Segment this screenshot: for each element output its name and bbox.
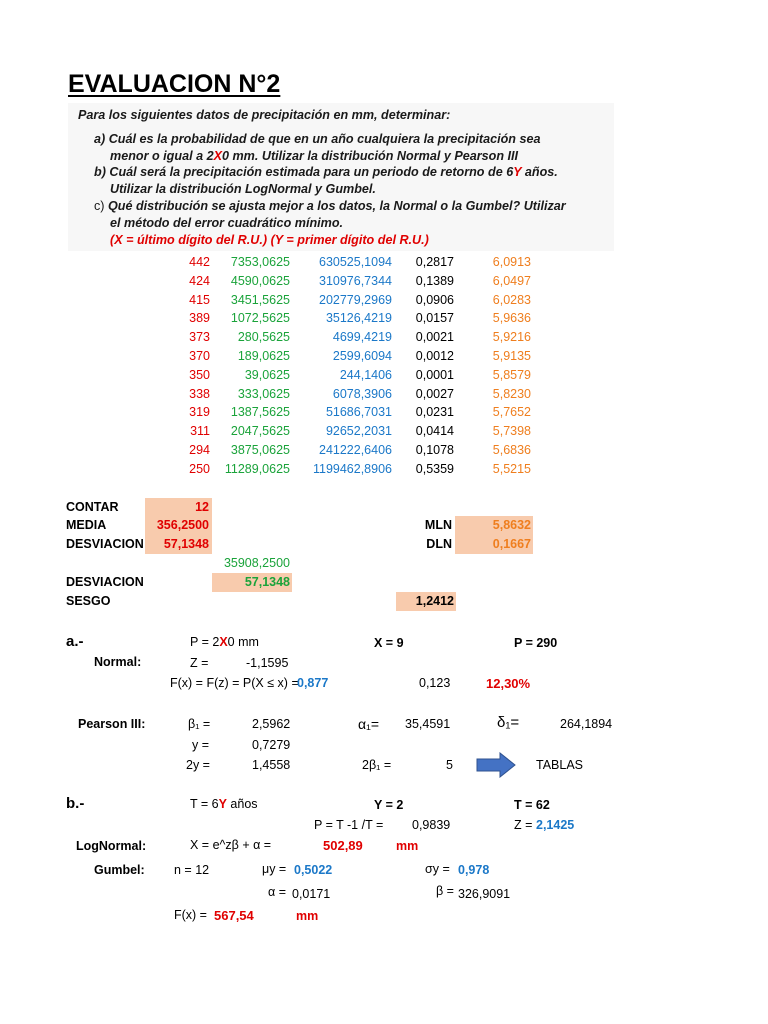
fx-label: F(x) = F(z) = P(X ≤ x) = (170, 676, 299, 690)
precip-cell: 424 (189, 273, 210, 288)
pearson-label: Pearson III: (78, 717, 146, 731)
task-b-line2: Utilizar la distribución LogNormal y Gumbel. (110, 182, 376, 196)
media-value: 356,2500 (156, 518, 209, 532)
precip-cell: 373 (189, 330, 210, 345)
lognormal-label: LogNormal: (76, 839, 147, 853)
mu-y-value: 0,5022 (294, 863, 333, 877)
precip-cell: 389 (189, 311, 210, 326)
beta-gumbel-value: 326,9091 (458, 887, 511, 901)
deviation-cubed-cell: 202779,2969 (319, 292, 392, 307)
two-beta1-value: 5 (446, 758, 453, 772)
desviacion-label: DESVIACION (66, 537, 144, 551)
y-equals: Y = 2 (374, 798, 404, 812)
deviation-squared-cell: 7353,0625 (230, 255, 290, 269)
task-intro: Para los siguientes datos de precipitación en mm, determinar: (78, 108, 451, 122)
deviation-cubed-cell: 51686,7031 (325, 405, 392, 420)
alpha-gumbel-value: 0,0171 (292, 887, 331, 901)
deviation-squared-cell: 3451,5625 (230, 292, 290, 307)
ln-cell: 6,0913 (492, 255, 531, 269)
z-b-value: 2,1425 (536, 818, 575, 832)
ln-cell: 5,6836 (492, 443, 531, 457)
contar-label: CONTAR (66, 500, 119, 514)
alpha1-label: α₁= (358, 716, 379, 732)
sesgo-label: SESGO (66, 594, 111, 608)
sesgo-value: 1,2412 (415, 594, 454, 608)
ln-cell: 5,7652 (492, 405, 531, 420)
mln-label: MLN (424, 518, 452, 532)
n-equals: n = 12 (174, 863, 210, 877)
lognormal-unit: mm (396, 839, 419, 853)
ln-cell: 5,9636 (492, 311, 531, 326)
error-cell: 0,0001 (415, 367, 454, 382)
precip-cell: 250 (189, 461, 210, 476)
deviation-squared-cell: 11289,0625 (224, 461, 290, 476)
task-c-line2: el método del error cuadrático mínimo. (110, 216, 344, 230)
section-b-label: b.- (66, 795, 85, 812)
t-formula: T = 6Y años (190, 797, 258, 811)
gumbel-fx-unit: mm (296, 909, 319, 923)
delta1-value: 264,1894 (560, 717, 613, 731)
task-b-line1: b) Cuál será la precipitación estimada para un periodo de retorno de 6Y años. (94, 165, 558, 179)
normal-label: Normal: (94, 655, 142, 669)
deviation-cubed-cell: 241222,6406 (319, 443, 392, 457)
y-label: y = (192, 738, 210, 752)
precip-cell: 350 (189, 367, 210, 382)
beta1-label: β₁ = (188, 717, 211, 731)
deviation-cubed-cell: 92652,2031 (325, 424, 392, 439)
desviacion-value: 57,1348 (163, 537, 209, 551)
sigma-y-value: 0,978 (458, 863, 490, 877)
deviation-cubed-cell: 1199462,8906 (312, 461, 392, 476)
deviation-cubed-cell: 244,1406 (339, 367, 392, 382)
fx-value: 0,877 (297, 676, 329, 690)
error-cell: 0,0157 (415, 311, 454, 326)
precip-cell: 294 (189, 443, 210, 457)
right-arrow-icon (476, 752, 516, 778)
task-statement (68, 103, 614, 251)
desviacion2-label: DESVIACION (66, 575, 144, 589)
gumbel-fx-value: 567,54 (214, 908, 254, 923)
ln-cell: 5,9135 (492, 349, 531, 363)
deviation-cubed-cell: 6078,3906 (332, 386, 392, 401)
lognormal-value: 502,89 (323, 838, 363, 853)
precip-cell: 415 (189, 292, 210, 307)
p-return-value: 0,9839 (412, 818, 451, 832)
gumbel-label: Gumbel: (94, 863, 145, 877)
t-equals: T = 62 (514, 798, 550, 812)
deviation-squared-cell: 2047,5625 (230, 424, 290, 439)
task-c-line1: c) Qué distribución se ajusta mejor a los datos, la Normal o la Gumbel? Utilizar (94, 199, 566, 213)
error-cell: 0,2817 (415, 255, 454, 269)
deviation-squared-cell: 3875,0625 (230, 443, 290, 457)
media-label: MEDIA (66, 518, 107, 532)
complement-value: 0,123 (419, 676, 451, 690)
precip-cell: 319 (189, 405, 210, 420)
error-cell: 0,0027 (415, 386, 454, 401)
z-b-label: Z = (514, 818, 533, 832)
ln-cell: 5,8230 (492, 386, 531, 401)
ln-cell: 5,7398 (492, 424, 531, 439)
deviation-cubed-cell: 630525,1094 (319, 255, 392, 269)
ln-cell: 5,9216 (492, 330, 531, 345)
dln-value: 0,1667 (492, 537, 531, 551)
deviation-squared-cell: 1072,5625 (230, 311, 290, 326)
gumbel-fx-label: F(x) = (174, 908, 207, 922)
mu-y-label: μy = (262, 862, 287, 876)
two-y-value: 1,4558 (252, 758, 291, 772)
mln-value: 5,8632 (492, 518, 531, 532)
ln-cell: 6,0497 (492, 273, 531, 288)
z-label: Z = (190, 656, 209, 670)
deviation-cubed-cell: 2599,6094 (332, 349, 392, 363)
task-a-line2: menor o igual a 2X0 mm. Utilizar la distribución Normal y Pearson III (110, 149, 519, 163)
p-return-formula: P = T -1 /T = (314, 818, 384, 832)
alpha1-value: 35,4591 (405, 717, 451, 731)
probability-percent: 12,30% (486, 676, 531, 691)
error-cell: 0,1389 (415, 273, 454, 288)
alpha-gumbel-label: α = (268, 885, 286, 899)
delta1-label: δ₁= (497, 714, 520, 731)
sigma-y-label: σy = (425, 862, 450, 876)
two-beta1-label: 2β₁ = (362, 758, 392, 772)
error-cell: 0,0012 (415, 349, 454, 363)
deviation-cubed-cell: 4699,4219 (332, 330, 392, 345)
y-value: 0,7279 (252, 738, 291, 752)
error-cell: 0,0906 (415, 292, 454, 307)
error-cell: 0,0414 (415, 424, 454, 439)
error-cell: 0,0231 (415, 405, 454, 420)
desviacion2-value: 57,1348 (244, 575, 290, 589)
deviation-cubed-cell: 35126,4219 (325, 311, 392, 326)
error-cell: 0,0021 (415, 330, 454, 345)
ln-cell: 6,0283 (492, 292, 531, 307)
precip-cell: 311 (190, 424, 210, 439)
lognormal-formula: X = e^zβ + α = (190, 838, 272, 852)
p-equals: P = 290 (514, 636, 558, 650)
precip-cell: 442 (189, 255, 210, 269)
task-note: (X = último dígito del R.U.) (Y = primer dígito del R.U.) (110, 233, 429, 247)
p-formula: P = 2X0 mm (190, 635, 259, 649)
tablas-label: TABLAS (536, 758, 584, 772)
deviation-squared-cell: 280,5625 (237, 330, 290, 345)
dln-label: DLN (426, 537, 452, 551)
z-value: -1,1595 (246, 656, 289, 670)
ln-cell: 5,8579 (492, 367, 531, 382)
contar-value: 12 (195, 500, 209, 514)
beta1-value: 2,5962 (252, 717, 291, 731)
task-a-line1: a) Cuál es la probabilidad de que en un año cualquiera la precipitación sea (94, 132, 541, 146)
deviation-squared-cell: 39,0625 (244, 367, 290, 382)
error-cell: 0,1078 (415, 443, 454, 457)
beta-gumbel-label: β = (436, 884, 454, 898)
deviation-squared-cell: 333,0625 (237, 386, 290, 401)
deviation-cubed-cell: 310976,7344 (319, 273, 392, 288)
page-title: EVALUACION N°2 (68, 70, 281, 98)
section-a-label: a.- (66, 633, 84, 650)
sum-squares-value: 35908,2500 (223, 556, 290, 570)
deviation-squared-cell: 4590,0625 (230, 273, 290, 288)
precip-cell: 338 (189, 386, 210, 401)
two-y-label: 2y = (186, 758, 210, 772)
deviation-squared-cell: 189,0625 (237, 349, 290, 363)
x-equals: X = 9 (374, 636, 404, 650)
ln-cell: 5,5215 (492, 461, 531, 476)
precip-cell: 370 (189, 349, 210, 363)
deviation-squared-cell: 1387,5625 (230, 405, 290, 420)
error-cell: 0,5359 (415, 461, 454, 476)
